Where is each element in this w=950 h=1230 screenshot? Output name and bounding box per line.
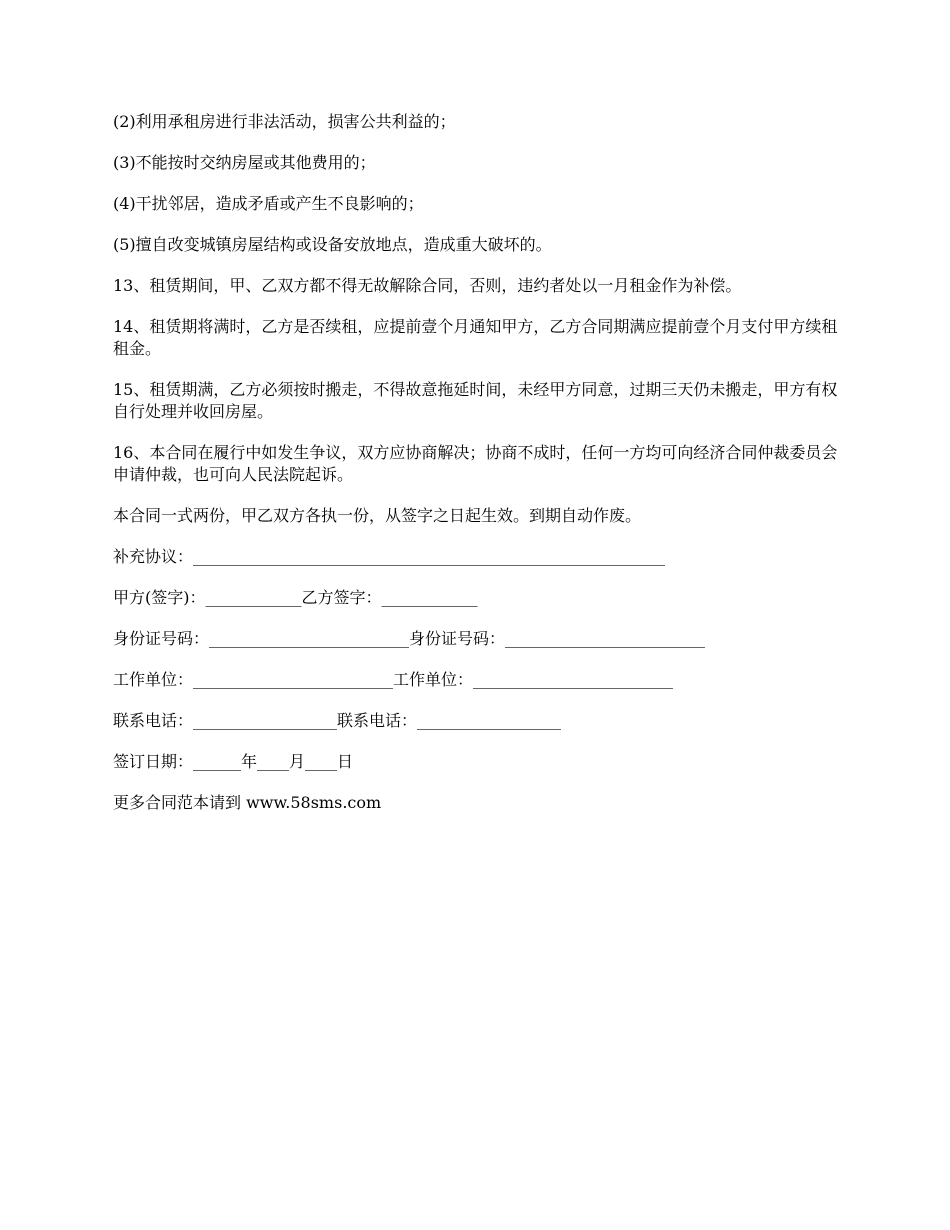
validity-clause: 本合同一式两份，甲乙双方各执一份，从签字之日起生效。到期自动作废。 xyxy=(113,506,642,525)
footer-note: 更多合同范本请到 www.58sms.com xyxy=(113,793,382,812)
clause-15: 15、租赁期满，乙方必须按时搬走，不得故意拖延时间，未经甲方同意，过期三天仍未搬走，甲方有权自行处理并收回房屋。 xyxy=(113,380,838,421)
clause-13: 13、租赁期间，甲、乙双方都不得无故解除合同，否则，违约者处以一月租金作为补偿。 xyxy=(113,276,742,295)
work-unit-line: 工作单位：_________________________工作单位：_________________________ xyxy=(113,670,674,689)
signature-line: 甲方(签字)：____________乙方签字：____________ xyxy=(113,588,478,607)
clause-3: (3)不能按时交纳房屋或其他费用的； xyxy=(113,153,376,172)
clause-4: (4)干扰邻居，造成矛盾或产生不良影响的； xyxy=(113,194,424,213)
contract-page xyxy=(113,111,843,833)
id-number-line: 身份证号码：_________________________身份证号码：_________________________ xyxy=(113,629,706,648)
phone-line: 联系电话：__________________联系电话：__________________ xyxy=(113,711,562,730)
clause-5: (5)擅自改变城镇房屋结构或设备安放地点，造成重大破坏的。 xyxy=(113,235,552,254)
clause-14: 14、租赁期将满时，乙方是否续租，应提前壹个月通知甲方，乙方合同期满应提前壹个月支付甲方续租租金。 xyxy=(113,317,838,358)
sign-date-line: 签订日期：______年____月____日 xyxy=(113,752,354,771)
clause-2: (2)利用承租房进行非法活动，损害公共利益的； xyxy=(113,112,456,131)
clause-16: 16、本合同在履行中如发生争议，双方应协商解决；协商不成时，任何一方均可向经济合同仲裁委员会申请仲裁，也可向人民法院起诉。 xyxy=(113,443,838,484)
supplement-line: 补充协议：___________________________________________________________ xyxy=(113,547,666,566)
